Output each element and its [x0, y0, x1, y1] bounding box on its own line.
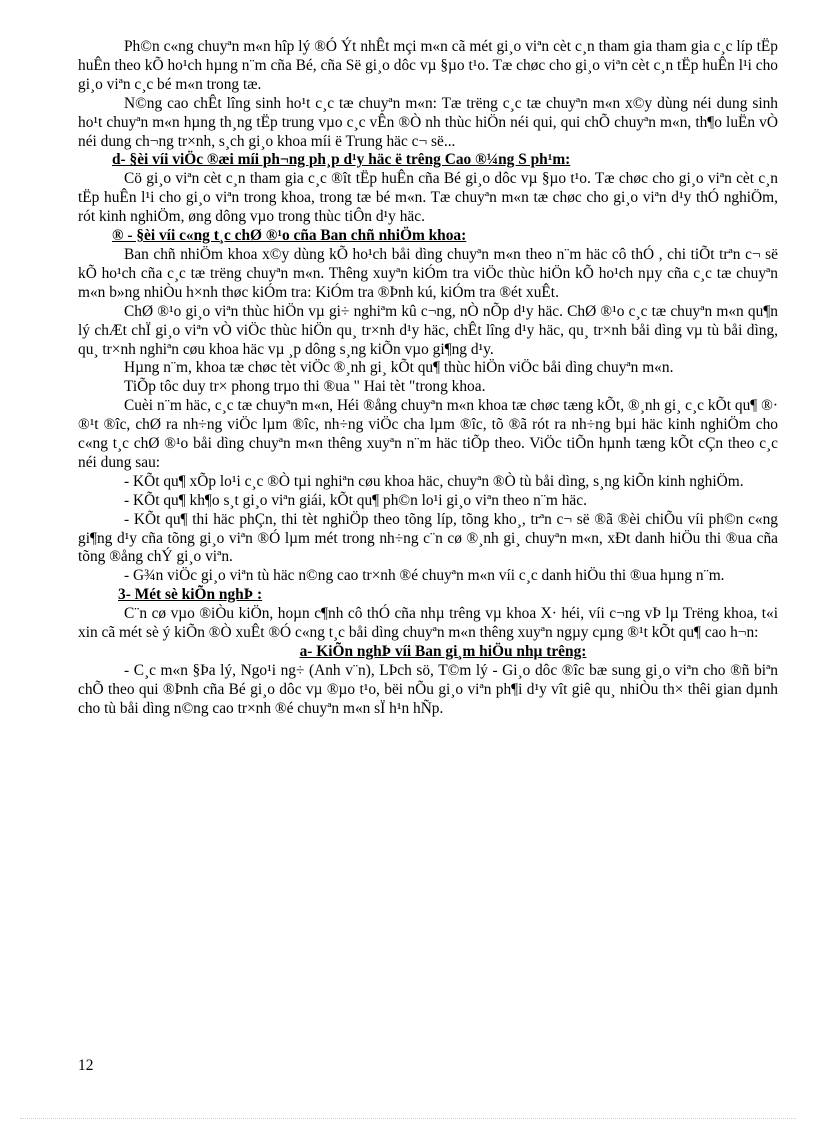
paragraph: N©ng cao chÊt lîng sinh ho¹t c¸c tæ chuyªn m«n: Tæ trëng c¸c tæ chuyªn m«n x©y dùng néi dung sinh ho¹t chuyªn m«n hµng th¸ng tËp trung vµo c¸c vÊn ®Ò nh thùc hiÖn néi qui, qui chÕ chuyªn m«n, th¶o luËn vÒ néi dung ch¬ng tr×nh, s¸ch gi¸o khoa míi ë Trung häc c¬ së...: [78, 94, 778, 150]
page-number: 12: [78, 1057, 94, 1074]
paragraph: Cuèi n¨m häc, c¸c tæ chuyªn m«n, Héi ®ång chuyªn m«n khoa tæ chøc tæng kÕt, ®¸nh gi¸ c¸c kÕt qu¶ ®· ®¹t ®îc, chØ ra nh÷ng viÖc lµm ®îc, nh÷ng viÖc cha lµm ®îc, tõ ®ã rót ra nh÷ng bµi häc kinh nghiÖm cho c«ng t¸c chØ ®¹o båi dìng chuyªn m«n thêng xuyªn n¨m häc tiÕp theo. ViÖc tiÕn hµnh tæng kÕt cÇn theo c¸c néi dung sau:: [78, 397, 778, 471]
page-bottom-divider: [20, 1118, 796, 1119]
list-item: - KÕt qu¶ xÕp lo¹i c¸c ®Ò tµi nghiªn cøu khoa häc, chuyªn ®Ò tù båi dìng, s¸ng kiÕn kinh nghiÖm.: [124, 472, 744, 490]
list-item: - C¸c m«n §Þa lý, Ngo¹i ng÷ (Anh v¨n), LÞch sö, T©m lý - Gi¸o dôc ®îc bæ sung gi¸o viªn cho ®ñ biªn chÕ theo qui ®Þnh cña Bé gi¸o dôc vµ ®µo t¹o, bëi nÕu gi¸o viªn ph¶i d¹y vît giê qu¸ nhiÒu th× thêi gian dµnh cho tù båi dìng n©ng cao tr×nh ®é chuyªn m«n sÏ h¹n hÑp.: [78, 661, 778, 717]
section-heading: d- §èi víi viÖc ®æi míi ph¬ng ph¸p d¹y häc ë trêng Cao ®¼ng S ph¹m:: [112, 151, 571, 169]
paragraph: ChØ ®¹o gi¸o viªn thùc hiÖn vµ gi÷ nghiªm kû c¬ng, nÒ nÕp d¹y häc. ChØ ®¹o c¸c tæ chuyªn m«n qu¶n lý chÆt chÏ gi¸o viªn vÒ viÖc thùc hiÖn qu¸ tr×nh d¹y häc, chÊt lîng d¹y häc, qu¸ tr×nh båi dìng vµ tù båi dìng, qu¸ tr×nh nghiªn cøu khoa häc vµ ¸p dông s¸ng kiÕn vµo gi¶ng d¹y.: [78, 302, 778, 358]
paragraph: Ph©n c«ng chuyªn m«n hîp lý ®Ó Ýt nhÊt mçi m«n cã mét gi¸o viªn cèt c¸n tham gia tham gia c¸c líp tËp huÊn theo kÕ ho¹ch hµng n¨m cña Bé, cña Së gi¸o dôc vµ §µo t¹o. Tæ chøc cho gi¸o viªn cèt c¸n tËp huÊn l¹i cho gi¸o viªn c¸c bé m«n trong tæ.: [78, 38, 778, 93]
subsection-heading: a- KiÕn nghÞ víi Ban gi¸m hiÖu nhµ trêng:: [299, 643, 587, 660]
list-item: - KÕt qu¶ thi häc phÇn, thi tèt nghiÖp theo tõng líp, tõng kho¸, trªn c¬ së ®ã ®èi chiÕu víi ph©n c«ng gi¶ng d¹y cña tõng gi¸o viªn ®Ó lµm mét trong nh÷ng c¨n cø ®¸nh gi¸ chuyªn m«n, xÐt danh hiÖu thi ®ua cña tõng ®ång chÝ gi¸o viªn.: [78, 510, 778, 566]
paragraph: Hµng n¨m, khoa tæ chøc tèt viÖc ®¸nh gi¸ kÕt qu¶ thùc hiÖn viÖc båi dìng chuyªn m«n.: [124, 359, 674, 377]
paragraph: Cö gi¸o viªn cèt c¸n tham gia c¸c ®ît tËp huÊn cña Bé gi¸o dôc vµ §µo t¹o. Tæ chøc cho gi¸o viªn cèt c¸n tËp huÊn l¹i cho gi¸o viªn trong khoa, trong tæ bé m«n. Tæ chuyªn m«n tæ chøc cho gi¸o viªn d¹y thÓ nghiÖm, rót kinh nghiÖm, øng dông vµo trong thùc tiÔn d¹y häc.: [78, 170, 778, 226]
section-heading: ® - §èi víi c«ng t¸c chØ ®¹o cña Ban chñ nhiÖm khoa:: [112, 227, 467, 245]
document-body: [78, 38, 778, 719]
section-heading: 3- Mét sè kiÕn nghÞ :: [118, 586, 263, 604]
paragraph: Ban chñ nhiÖm khoa x©y dùng kÕ ho¹ch båi dìng chuyªn m«n theo n¨m häc cô thÓ , chi tiÕt trªn c¬ së kÕ ho¹ch cña c¸c tæ trëng chuyªn m«n. Thêng xuyªn kiÓm tra viÖc thùc hiÖn kÕ ho¹ch nµy cña c¸c tæ chuyªn m«n b»ng nhiÒu h×nh thøc kiÓm tra: KiÓm tra ®Þnh kú, kiÓm tra ®ét xuÊt.: [78, 245, 778, 301]
list-item: - KÕt qu¶ kh¶o s¸t gi¸o viªn giái, kÕt qu¶ ph©n lo¹i gi¸o viªn theo n¨m häc.: [124, 491, 587, 509]
list-item: - G¾n viÖc gi¸o viªn tù häc n©ng cao tr×nh ®é chuyªn m«n víi c¸c danh hiÖu thi ®ua hµng n¨m.: [124, 567, 725, 585]
paragraph: C¨n cø vµo ®iÒu kiÖn, hoµn c¶nh cô thÓ cña nhµ trêng vµ khoa X· héi, víi c¬ng vÞ lµ Trëng khoa, t«i xin cã mét sè ý kiÕn ®Ò xuÊt ®Ó c«ng t¸c båi dìng chuyªn m«n thêng xuyªn ngµy cµng ®¹t kÕt qu¶ cao h¬n:: [78, 605, 778, 642]
paragraph: TiÕp tôc duy tr× phong trµo thi ®ua " Hai tèt "trong khoa.: [124, 378, 486, 396]
